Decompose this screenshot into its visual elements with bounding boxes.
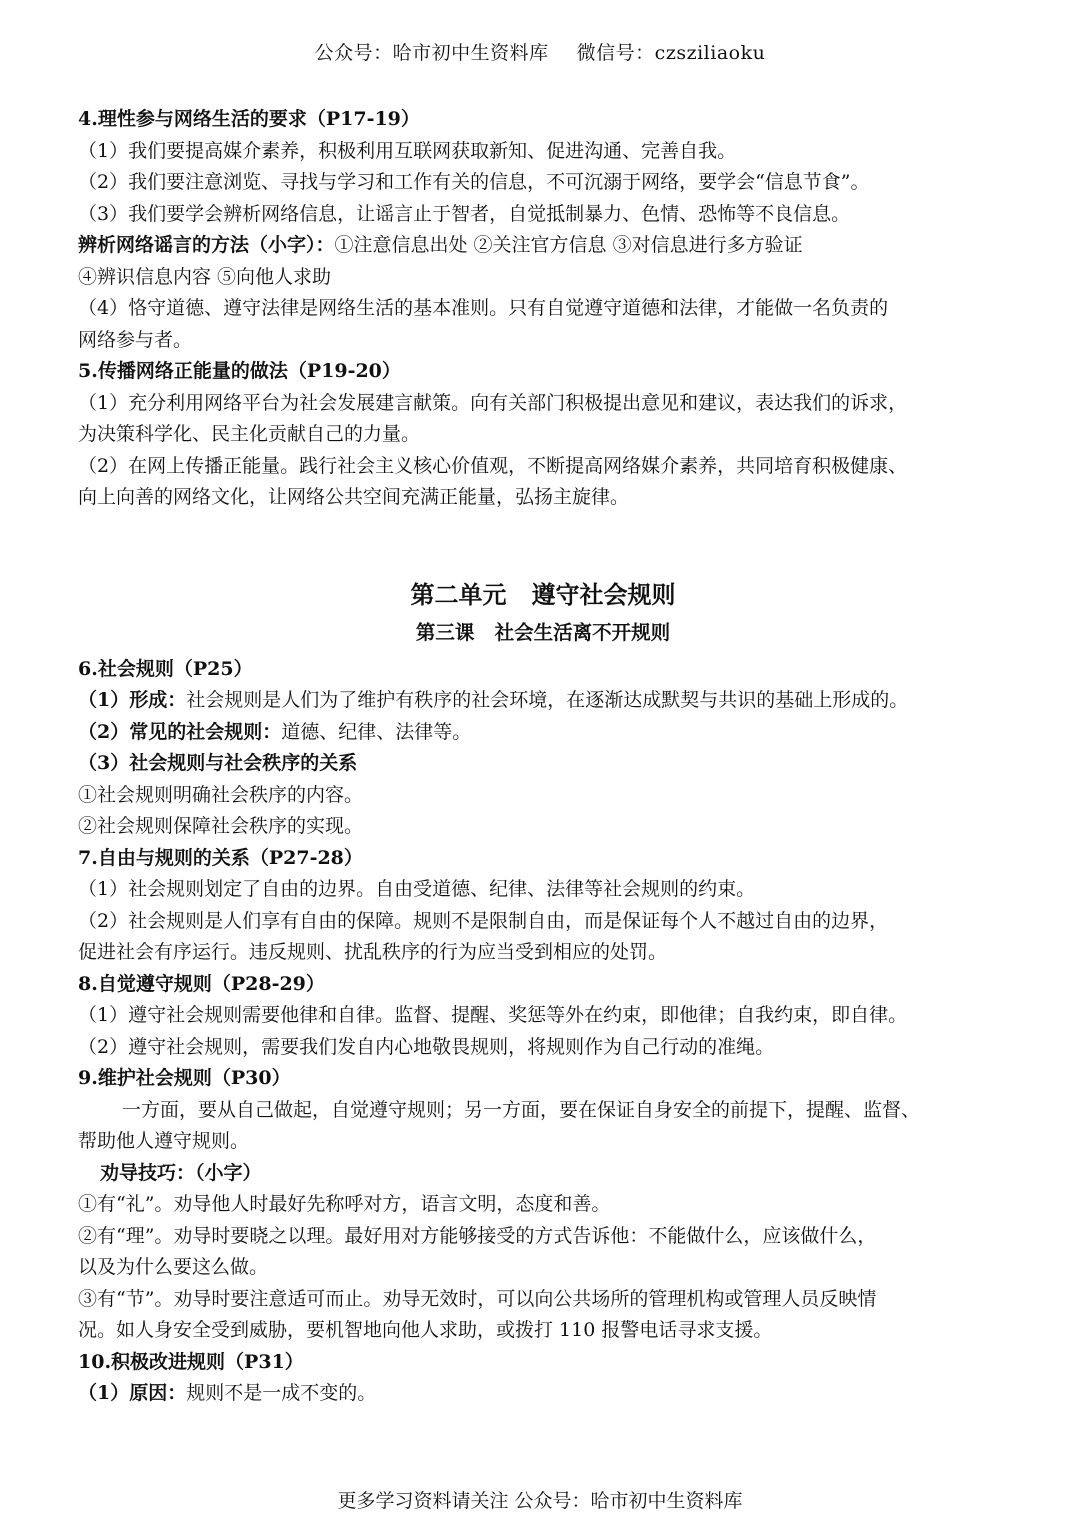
document-body [78,104,1008,1410]
section-8-item-2: （2）遵守社会规则，需要我们发自内心地敬畏规则，将规则作为自己行动的准绳。 [78,1035,775,1058]
section-9-para-line-1: 一方面，要从自己做起，自觉遵守规则；另一方面，要在保证自身安全的前提下，提醒、监督、 [122,1098,921,1121]
section-4-item-2: （2）我们要注意浏览、寻找与学习和工作有关的信息，不可沉溺于网络，要学会“信息节食”。 [78,171,870,193]
section-5-item-1-line-2: 为决策科学化、民主化贡献自己的力量。 [78,423,421,445]
persuasion-tips-label: 劝导技巧：（小字） [100,1161,262,1184]
section-4-item-1: （1）我们要提高媒介素养，积极利用互联网获取新知、促进沟通、完善自我。 [78,139,737,162]
unit-title: 第二单元 遵守社会规则 [410,579,676,609]
section-6-title: 6.社会规则（P25） [78,657,253,680]
section-10-item-1-label: （1）原因： [78,1382,187,1404]
persuasion-tip-3-line-2: 况。如人身安全受到威胁，要机智地向他人求助，或拨打 110 报警电话寻求支援。 [78,1319,773,1341]
page-footer: 更多学习资料请关注 公众号：哈市初中生资料库 [337,1490,743,1512]
section-6-item-2-label: （2）常见的社会规则： [78,720,282,743]
section-4-item-3: （3）我们要学会辨析网络信息，让谣言止于智者，自觉抵制暴力、色情、恐怖等不良信息。 [78,202,851,225]
section-7-item-2-line-2: 促进社会有序运行。违反规则、扰乱秩序的行为应当受到相应的处罚。 [78,941,668,963]
persuasion-tip-1: ①有“礼”。劝导他人时最好先称呼对方，语言文明，态度和善。 [78,1193,611,1215]
lesson-title: 第三课 社会生活离不开规则 [415,620,671,644]
section-7-item-1: （1）社会规则划定了自由的边界。自由受道德、纪律、法律等社会规则的约束。 [78,878,756,900]
section-10-item-1 [78,1378,1008,1410]
section-6-item-2-text: 道德、纪律、法律等。 [281,720,472,743]
section-8-title: 8.自觉遵守规则（P28-29） [78,972,325,995]
section-4-title: 4.理性参与网络生活的要求（P17-19） [78,108,420,130]
section-10-item-1-text: 规则不是一成不变的。 [186,1382,377,1404]
section-9-title: 9.维护社会规则（P30） [78,1067,291,1089]
section-6-item-2 [78,717,1008,749]
header-official-account: 公众号：哈市初中生资料库 [314,42,549,64]
persuasion-tip-2-line-1: ②有“理”。劝导时要晓之以理。最好用对方能够接受的方式告诉他：不能做什么，应该做什么， [78,1224,877,1247]
section-4-item-4-line-2: 网络参与者。 [78,328,193,351]
section-7-title: 7.自由与规则的关系（P27-28） [78,846,363,869]
section-10-title: 10.积极改进规则（P31） [78,1350,304,1373]
rumor-methods-items: ①注意信息出处 ②关注官方信息 ③对信息进行多方验证 [334,234,803,256]
section-6-point-2: ②社会规则保障社会秩序的实现。 [78,815,364,837]
rumor-methods-label: 辨析网络谣言的方法（小字）： [78,234,335,256]
persuasion-tip-3-line-1: ③有“节”。劝导时要注意适可而止。劝导无效时，可以向公共场所的管理机构或管理人员反映情 [78,1287,877,1310]
section-5-item-2-line-1: （2）在网上传播正能量。践行社会主义核心价值观，不断提高网络媒介素养，共同培育积极健康、 [78,454,908,477]
section-7-item-2-line-1: （2）社会规则是人们享有自由的保障。规则不是限制自由，而是保证每个人不越过自由的边界， [78,909,889,932]
section-6-item-1 [78,685,1008,717]
page-header [0,38,1080,65]
section-6-item-1-text: 社会规则是人们为了维护有秩序的社会环境，在逐渐达成默契与共识的基础上形成的。 [186,689,909,711]
section-6-item-3-label: （3）社会规则与社会秩序的关系 [78,752,358,774]
section-8-item-1: （1）遵守社会规则需要他律和自律。监督、提醒、奖惩等外在约束，即他律；自我约束，即自律。 [78,1004,908,1026]
section-9-para-line-2: 帮助他人遵守规则。 [78,1130,250,1152]
section-4-item-4-line-1: （4）恪守道德、遵守法律是网络生活的基本准则。只有自觉遵守道德和法律，才能做一名负责的 [78,297,889,319]
section-5-item-2-line-2: 向上向善的网络文化，让网络公共空间充满正能量，弘扬主旋律。 [78,486,630,508]
rumor-methods-items-2: ④辨识信息内容 ⑤向他人求助 [78,265,332,288]
persuasion-tip-2-line-2: 以及为什么要这么做。 [78,1256,269,1278]
section-6-point-1: ①社会规则明确社会秩序的内容。 [78,783,364,806]
section-5-title: 5.传播网络正能量的做法（P19-20） [78,360,401,382]
header-wechat-id: 微信号：czsziliaoku [576,42,766,64]
section-6-item-1-label: （1）形成： [78,689,187,711]
section-5-item-1-line-1: （1）充分利用网络平台为社会发展建言献策。向有关部门积极提出意见和建议，表达我们的诉求， [78,391,908,414]
rumor-methods [78,230,1008,262]
